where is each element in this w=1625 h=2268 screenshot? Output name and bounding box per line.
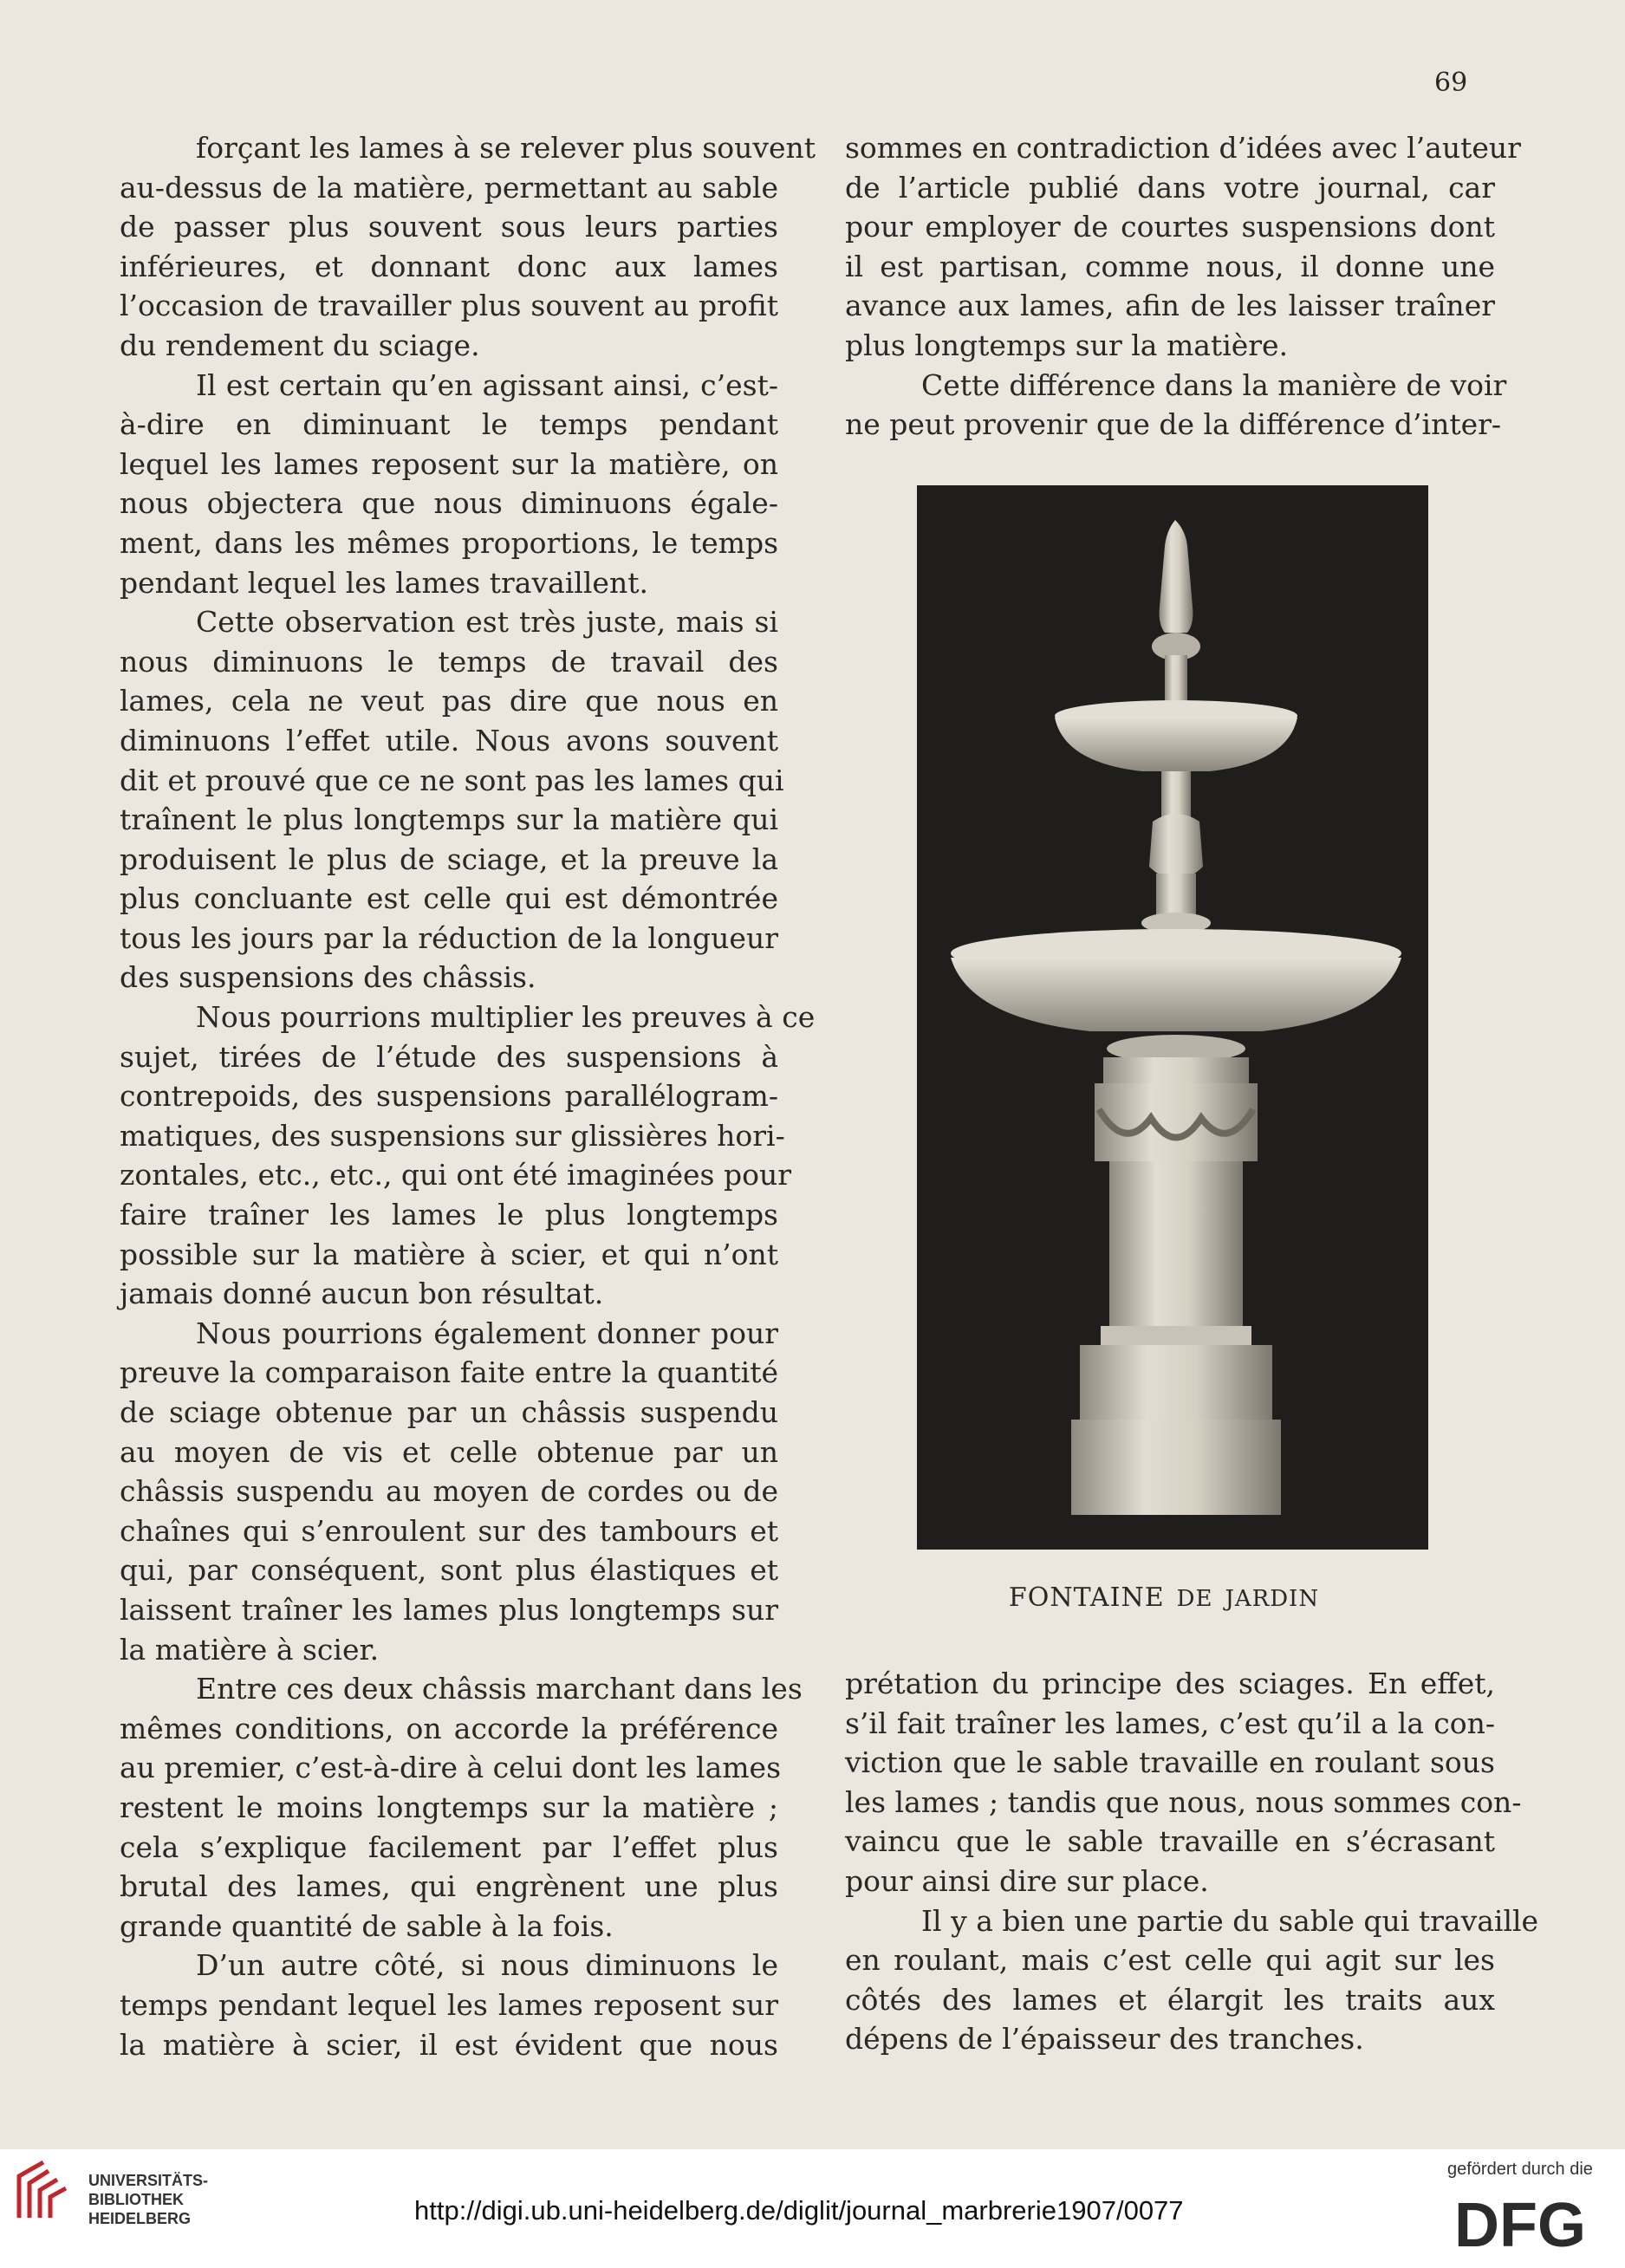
text-line: jamais donné aucun bon résultat. xyxy=(120,1277,604,1311)
text-line: possible sur la matière à scier, et qui n’ont xyxy=(120,1237,778,1271)
text-line: pour employer de courtes suspensions dont xyxy=(845,210,1495,244)
text-line: faire traîner les lames le plus longtemps xyxy=(120,1198,778,1232)
text-line: pour ainsi dire sur place. xyxy=(845,1863,1209,1898)
university-library-logo-icon xyxy=(14,2157,83,2226)
text-line: laissent traîner les lames plus longtemps sur xyxy=(120,1592,778,1627)
library-line: UNIVERSITÄTS- xyxy=(88,2172,209,2189)
university-library-name xyxy=(88,2171,208,2228)
right-text-column-top xyxy=(845,128,1521,445)
text-line: Cette différence dans la manière de voir xyxy=(921,367,1507,402)
text-line: zontales, etc., etc., qui ont été imaginées pour xyxy=(120,1158,791,1192)
text-line: cela s’explique facilement par l’effet plus xyxy=(120,1829,778,1864)
text-line: du rendement du sciage. xyxy=(120,328,480,362)
text-line: Nous pourrions multiplier les preuves à ce xyxy=(196,1000,816,1035)
text-line: qui, par conséquent, sont plus élastiques et xyxy=(120,1553,778,1588)
text-line: la matière à scier. xyxy=(120,1632,380,1667)
text-line: Il y a bien une partie du sable qui travaille xyxy=(921,1903,1539,1938)
text-line: Nous pourrions également donner pour xyxy=(196,1316,778,1350)
text-line: en roulant, mais c’est celle qui agit sur les xyxy=(845,1943,1495,1978)
library-line: HEIDELBERG xyxy=(88,2210,192,2227)
text-line: dépens de l’épaisseur des tranches. xyxy=(845,2022,1364,2057)
text-line: restent le moins longtemps sur la matière ; xyxy=(120,1790,778,1824)
text-line: Il est certain qu’en agissant ainsi, c’est- xyxy=(196,367,778,402)
page-number: 69 xyxy=(1434,68,1468,98)
text-line: dit et prouvé que ce ne sont pas les lames qui xyxy=(120,763,784,797)
text-line: plus longtemps sur la matière. xyxy=(845,328,1289,362)
dfg-logo-text: DFG xyxy=(1454,2191,1586,2253)
text-line: les lames ; tandis que nous, nous sommes con- xyxy=(845,1784,1522,1819)
text-line: des suspensions des châssis. xyxy=(120,960,536,995)
text-line: contrepoids, des suspensions parallélogram- xyxy=(120,1079,778,1114)
text-line: au premier, c’est-à-dire à celui dont les lames xyxy=(120,1751,782,1785)
text-line: sommes en contradiction d’idées avec l’auteur xyxy=(845,131,1521,165)
text-line: lequel les lames reposent sur la matière, on xyxy=(120,446,778,481)
text-line: tous les jours par la réduction de la longueur xyxy=(120,920,778,955)
text-line: à-dire en diminuant le temps pendant xyxy=(120,407,778,442)
text-line: forçant les lames à se relever plus souvent xyxy=(196,131,816,165)
text-line: châssis suspendu au moyen de cordes ou de xyxy=(120,1474,778,1509)
text-line: preuve la comparaison faite entre la quantité xyxy=(120,1355,778,1390)
text-line: sujet, tirées de l’étude des suspensions à xyxy=(120,1039,778,1074)
text-line: D’un autre côté, si nous diminuons le xyxy=(196,1948,778,1983)
text-line: avance aux lames, afin de les laisser traîner xyxy=(845,289,1495,323)
text-line: viction que le sable travaille en roulant sous xyxy=(845,1745,1495,1780)
text-line: il est partisan, comme nous, il donne une xyxy=(845,249,1495,283)
text-line: au-dessus de la matière, permettant au sable xyxy=(120,170,778,205)
figure-caption xyxy=(845,1582,1495,1613)
text-line: grande quantité de sable à la fois. xyxy=(120,1908,614,1943)
text-line: Cette observation est très juste, mais si xyxy=(196,605,778,640)
text-line: ne peut provenir que de la différence d’inter- xyxy=(845,407,1502,442)
right-text-column-bottom xyxy=(845,1664,1539,2059)
text-line: Entre ces deux châssis marchant dans les xyxy=(196,1672,803,1706)
text-line: matiques, des suspensions sur glissières hori- xyxy=(120,1118,785,1153)
caption-word: DE xyxy=(1176,1586,1213,1612)
text-line: prétation du principe des sciages. En effet, xyxy=(845,1667,1495,1700)
text-line: côtés des lames et élargit les traits aux xyxy=(845,1982,1495,2017)
funded-by-text: gefördert durch die xyxy=(1447,2160,1593,2179)
text-line: de l’article publié dans votre journal, car xyxy=(845,170,1495,205)
text-line: plus concluante est celle qui est démontrée xyxy=(120,881,778,916)
text-line: traînent le plus longtemps sur la matière qui xyxy=(120,803,778,837)
text-line: inférieures, et donnant donc aux lames xyxy=(120,249,778,283)
text-line: ment, dans les mêmes proportions, le temps xyxy=(120,525,778,560)
text-line: mêmes conditions, on accorde la préférence xyxy=(120,1711,778,1745)
text-line: la matière à scier, il est évident que nous xyxy=(120,2027,778,2062)
fountain-illustration xyxy=(917,485,1428,1550)
text-line: brutal des lames, qui engrènent une plus xyxy=(120,1869,778,1904)
text-line: de sciage obtenue par un châssis suspendu xyxy=(120,1395,778,1429)
text-line: produisent le plus de sciage, et la preuve la xyxy=(120,842,778,876)
dfg-logo xyxy=(1453,2191,1609,2257)
caption-word: JARDIN xyxy=(1225,1586,1320,1612)
text-line: temps pendant lequel les lames reposent sur xyxy=(120,1987,778,2022)
left-text-column xyxy=(120,128,816,2064)
text-line: diminuons l’effet utile. Nous avons souvent xyxy=(120,723,778,757)
text-line: pendant lequel les lames travaillent. xyxy=(120,565,648,600)
permalink-url[interactable]: http://digi.ub.uni-heidelberg.de/diglit/journal_marbrerie1907/0077 xyxy=(414,2195,1184,2226)
text-line: nous objectera que nous diminuons égale- xyxy=(120,486,778,521)
text-line: de passer plus souvent sous leurs parties xyxy=(120,210,778,244)
caption-word: FONTAINE xyxy=(1008,1582,1165,1613)
text-line: s’il fait traîner les lames, c’est qu’il a la con- xyxy=(845,1706,1495,1740)
text-line: chaînes qui s’enroulent sur des tambours et xyxy=(120,1513,778,1548)
text-line: au moyen de vis et celle obtenue par un xyxy=(120,1434,778,1469)
text-line: l’occasion de travailler plus souvent au profit xyxy=(120,289,778,323)
library-line: BIBLIOTHEK xyxy=(88,2191,184,2208)
text-line: lames, cela ne veut pas dire que nous en xyxy=(120,684,778,718)
text-line: vaincu que le sable travaille en s’écrasant xyxy=(845,1824,1495,1859)
fountain-photograph xyxy=(917,485,1428,1550)
text-line: nous diminuons le temps de travail des xyxy=(120,644,778,679)
